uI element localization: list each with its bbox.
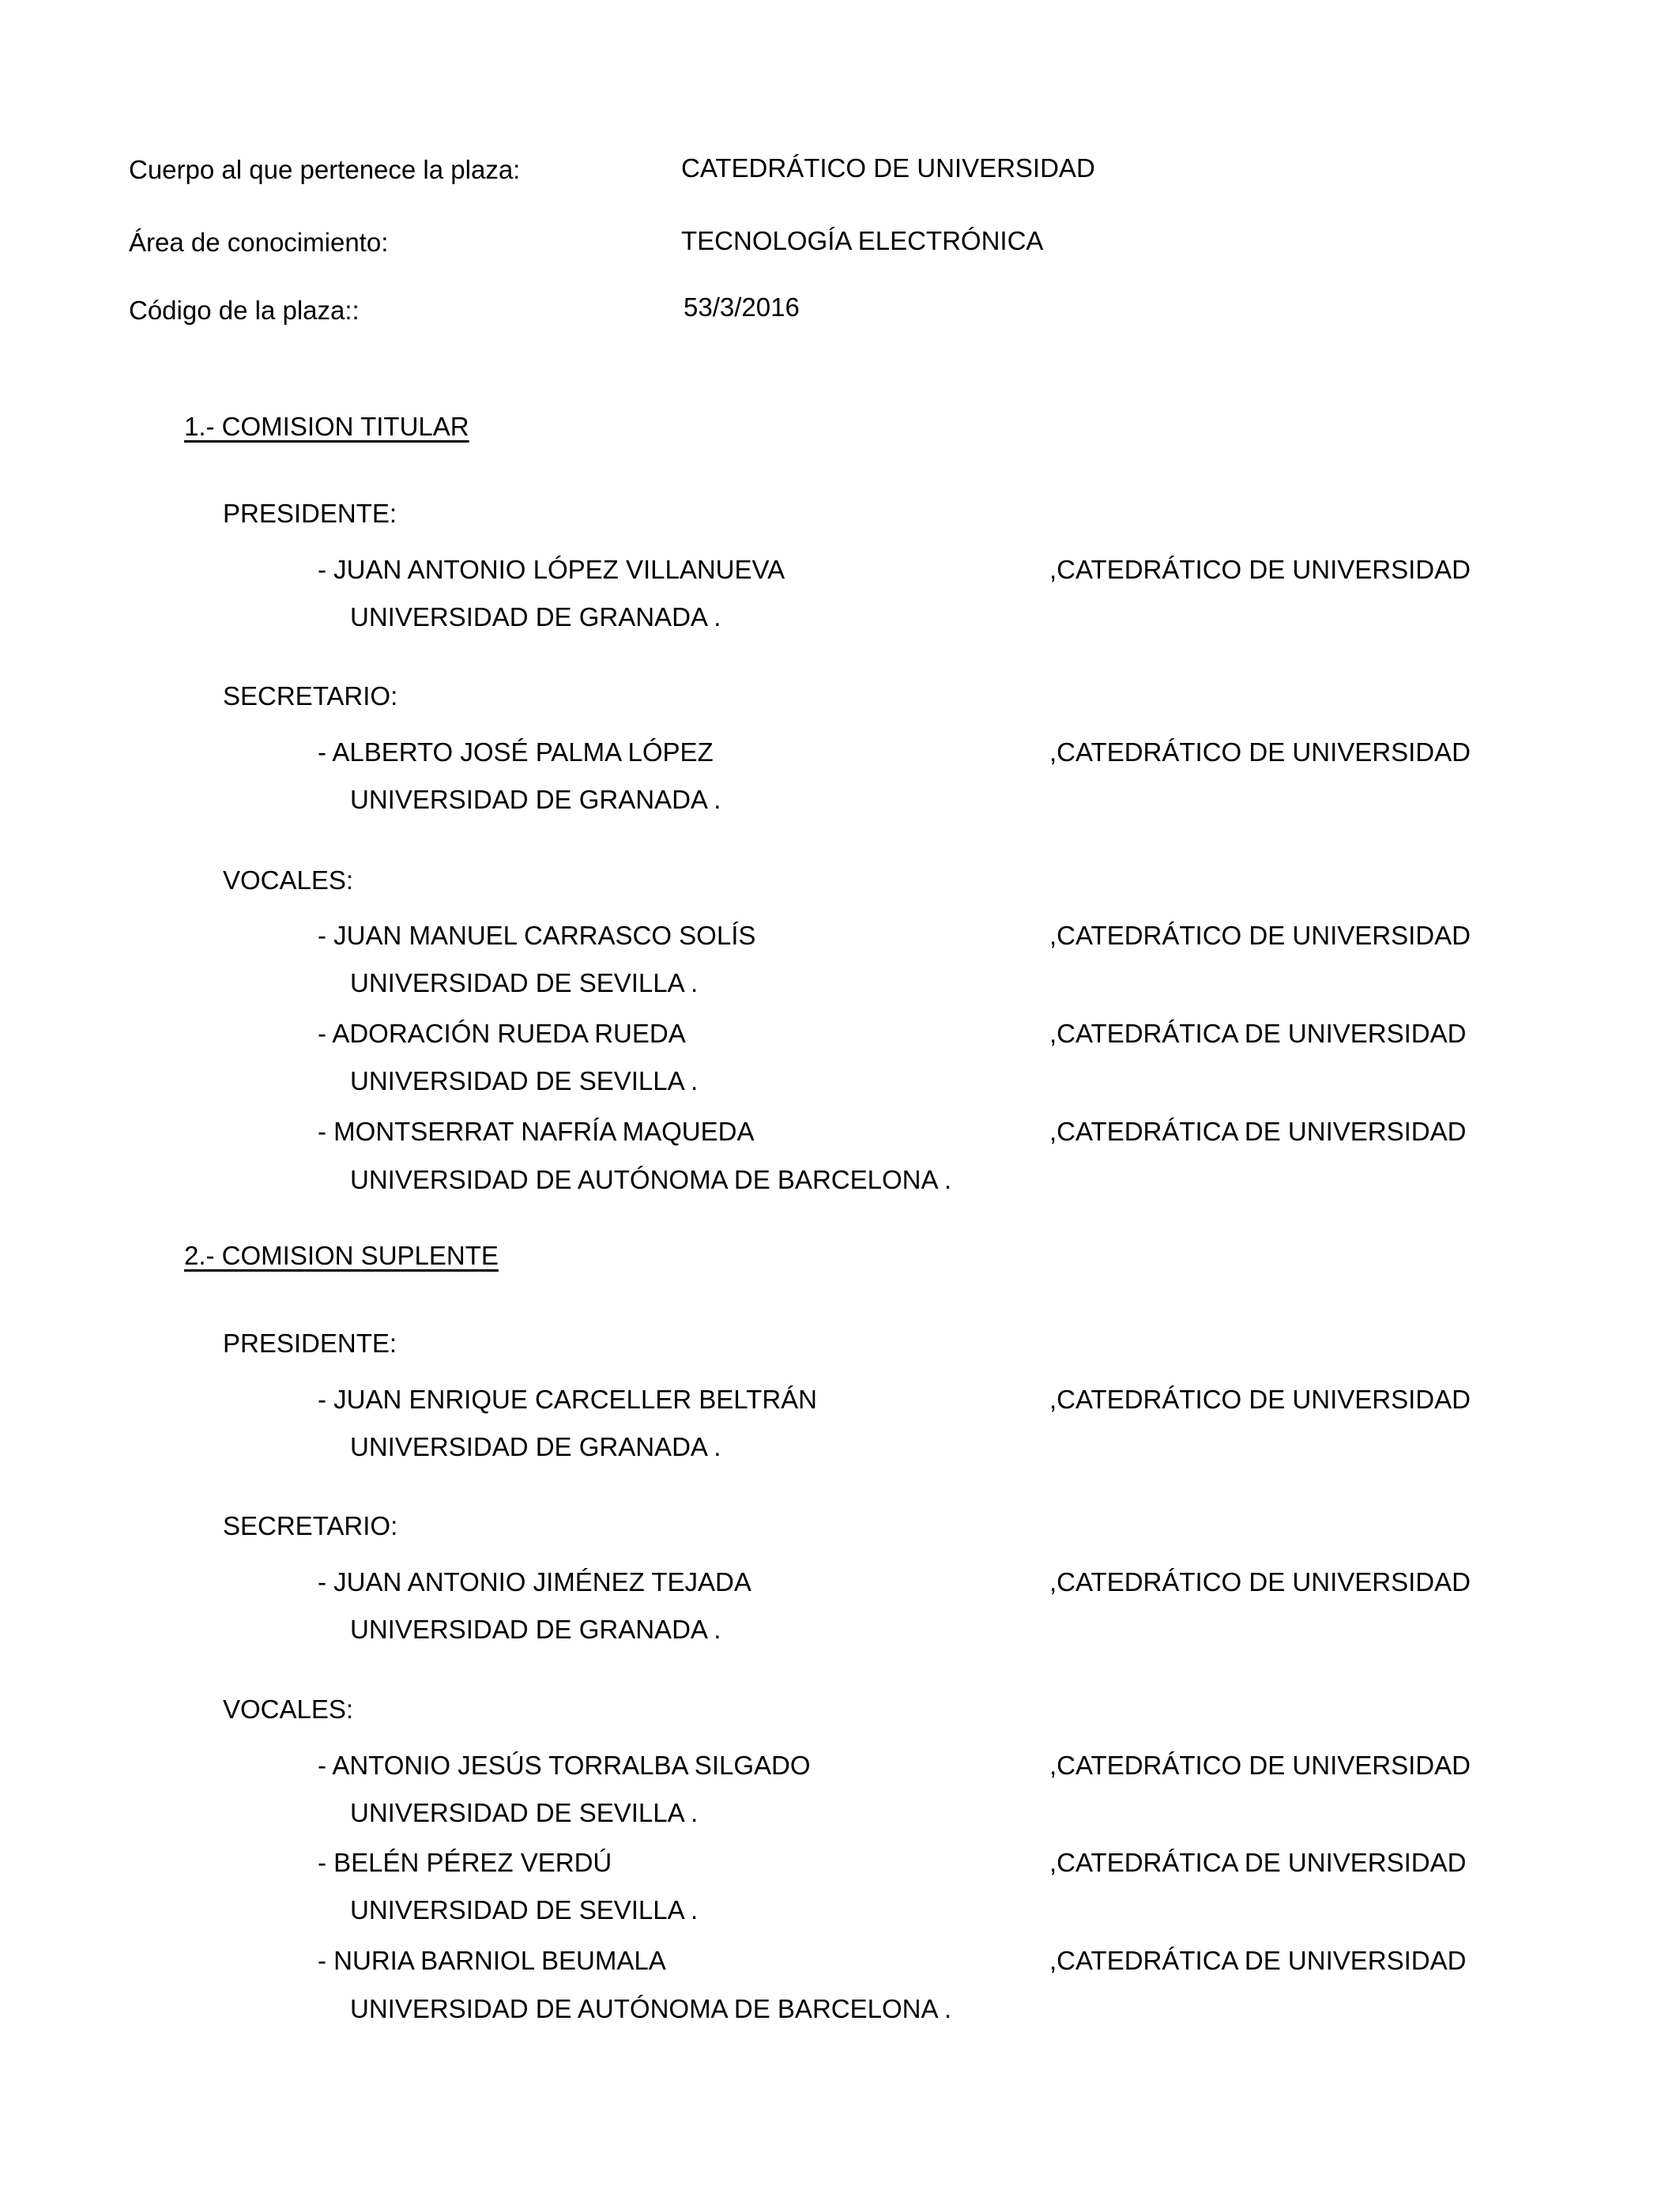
- member-role: ,CATEDRÁTICO DE UNIVERSIDAD: [1049, 737, 1471, 767]
- suplente-heading: 2.- COMISION SUPLENTE: [184, 1241, 499, 1270]
- titular-vocales-label: VOCALES:: [223, 865, 354, 895]
- member-role: ,CATEDRÁTICA DE UNIVERSIDAD: [1049, 1848, 1467, 1877]
- member-name: - ANTONIO JESÚS TORRALBA SILGADO: [318, 1751, 811, 1780]
- member-university: UNIVERSIDAD DE GRANADA .: [350, 1432, 721, 1461]
- member-name: - JUAN ANTONIO JIMÉNEZ TEJADA: [318, 1567, 751, 1596]
- codigo-label: Código de la plaza::: [129, 296, 360, 325]
- cuerpo-value: CATEDRÁTICO DE UNIVERSIDAD: [681, 153, 1095, 183]
- member-role: ,CATEDRÁTICO DE UNIVERSIDAD: [1049, 1385, 1471, 1414]
- member-name: - JUAN ENRIQUE CARCELLER BELTRÁN: [318, 1385, 818, 1414]
- member-role: ,CATEDRÁTICA DE UNIVERSIDAD: [1049, 1117, 1467, 1146]
- member-university: UNIVERSIDAD DE GRANADA .: [350, 785, 721, 814]
- member-name: - ALBERTO JOSÉ PALMA LÓPEZ: [318, 737, 714, 767]
- member-name: - BELÉN PÉREZ VERDÚ: [318, 1848, 612, 1877]
- member-university: UNIVERSIDAD DE SEVILLA .: [350, 1895, 699, 1924]
- member-university: UNIVERSIDAD DE SEVILLA .: [350, 1798, 699, 1827]
- member-university: UNIVERSIDAD DE AUTÓNOMA DE BARCELONA .: [350, 1165, 951, 1194]
- member-name: - NURIA BARNIOL BEUMALA: [318, 1946, 666, 1975]
- cuerpo-label: Cuerpo al que pertenece la plaza:: [129, 155, 521, 184]
- member-role: ,CATEDRÁTICA DE UNIVERSIDAD: [1049, 1019, 1467, 1048]
- member-name: - JUAN MANUEL CARRASCO SOLÍS: [318, 921, 756, 950]
- member-name: - JUAN ANTONIO LÓPEZ VILLANUEVA: [318, 555, 785, 584]
- member-name: - ADORACIÓN RUEDA RUEDA: [318, 1019, 686, 1048]
- member-role: ,CATEDRÁTICA DE UNIVERSIDAD: [1049, 1946, 1467, 1975]
- member-role: ,CATEDRÁTICO DE UNIVERSIDAD: [1049, 555, 1471, 584]
- member-university: UNIVERSIDAD DE GRANADA .: [350, 1615, 721, 1644]
- member-role: ,CATEDRÁTICO DE UNIVERSIDAD: [1049, 1567, 1471, 1596]
- area-value: TECNOLOGÍA ELECTRÓNICA: [681, 226, 1044, 255]
- member-role: ,CATEDRÁTICO DE UNIVERSIDAD: [1049, 921, 1471, 950]
- member-name: - MONTSERRAT NAFRÍA MAQUEDA: [318, 1117, 755, 1146]
- member-university: UNIVERSIDAD DE AUTÓNOMA DE BARCELONA .: [350, 1994, 951, 2023]
- area-label: Área de conocimiento:: [129, 228, 389, 257]
- suplente-vocales-label: VOCALES:: [223, 1695, 354, 1724]
- codigo-value: 53/3/2016: [684, 292, 800, 322]
- member-university: UNIVERSIDAD DE SEVILLA .: [350, 968, 699, 997]
- member-university: UNIVERSIDAD DE GRANADA .: [350, 602, 721, 631]
- titular-secretario-label: SECRETARIO:: [223, 681, 398, 711]
- suplente-secretario-label: SECRETARIO:: [223, 1511, 398, 1540]
- titular-heading: 1.- COMISION TITULAR: [184, 412, 469, 441]
- member-university: UNIVERSIDAD DE SEVILLA .: [350, 1066, 699, 1095]
- titular-presidente-label: PRESIDENTE:: [223, 499, 397, 528]
- suplente-presidente-label: PRESIDENTE:: [223, 1329, 397, 1358]
- member-role: ,CATEDRÁTICO DE UNIVERSIDAD: [1049, 1751, 1471, 1780]
